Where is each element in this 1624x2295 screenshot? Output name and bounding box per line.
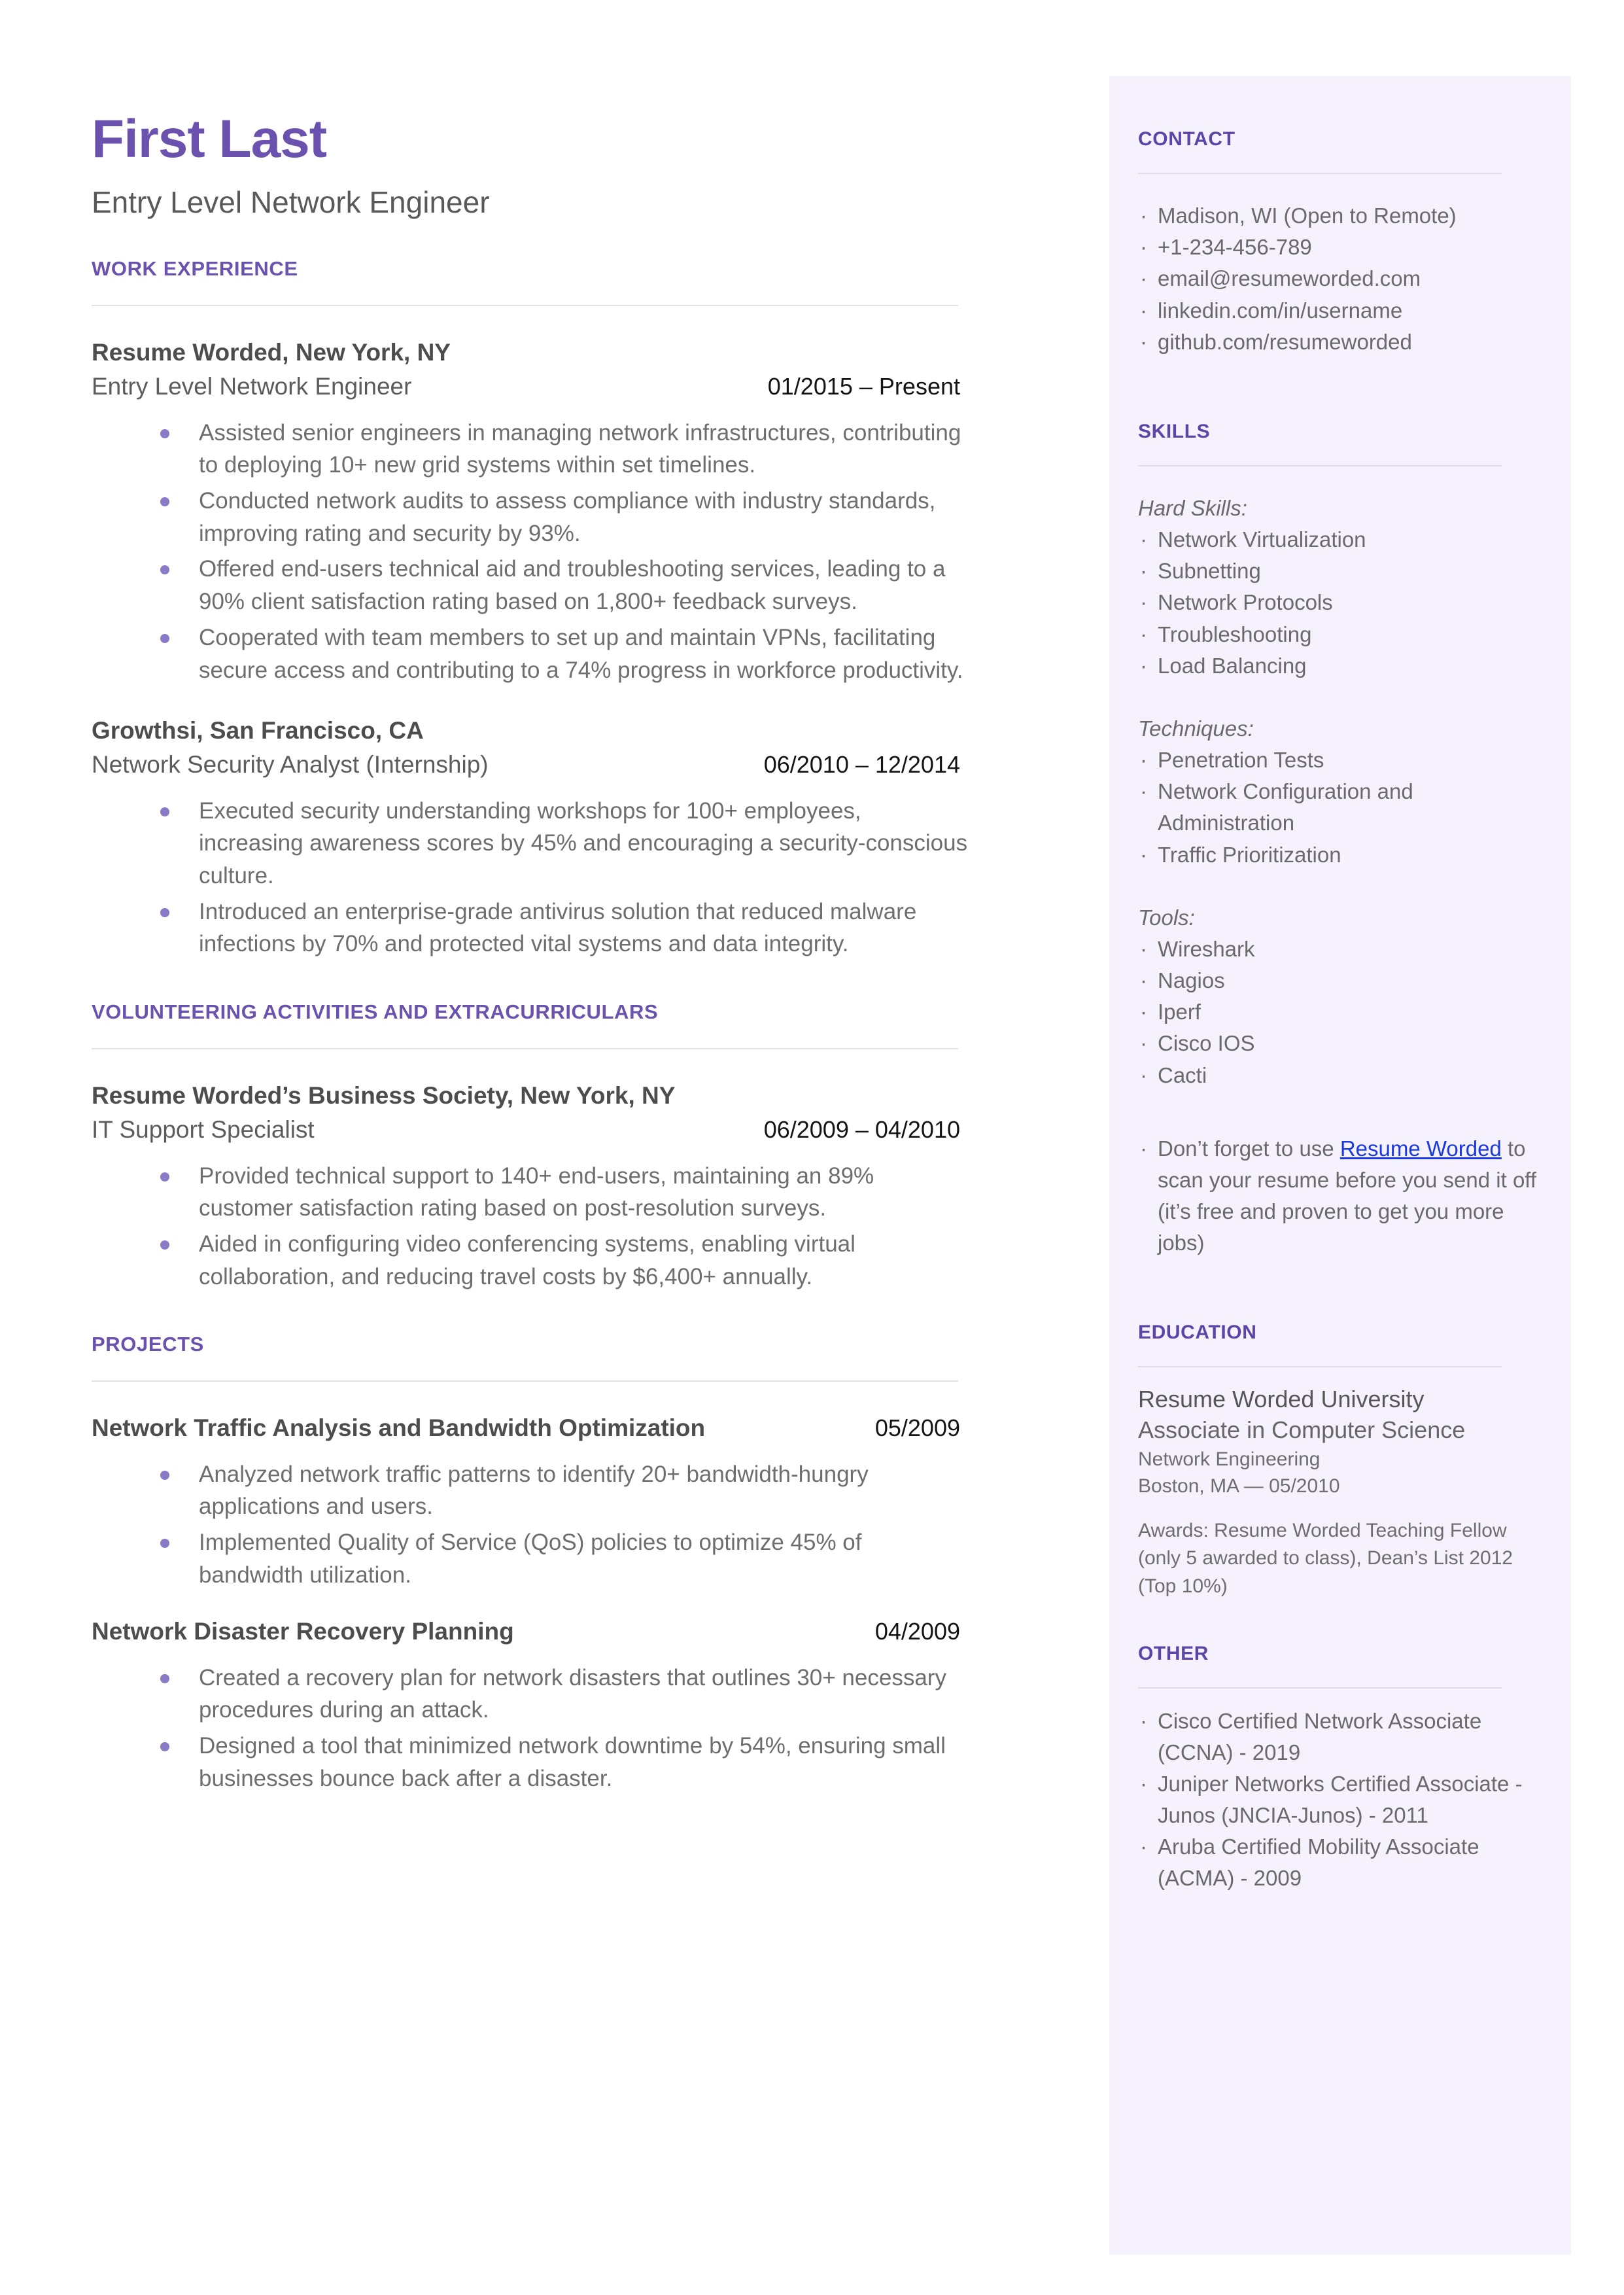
job-organization: Resume Worded, New York, NY — [92, 339, 451, 366]
volunteering-title: IT Support Specialist — [92, 1116, 315, 1144]
list-item — [92, 1526, 968, 1591]
education-location-date: Boston, MA — 05/2010 — [1138, 1475, 1340, 1498]
bullet-text: Executed security understanding workshops for 100+ employees, increasing awareness scores by 45% and encouraging a security-conscious culture. — [199, 797, 968, 889]
bullet-text: Conducted network audits to assess compliance with industry standards, improving rating and security by 93%. — [199, 488, 936, 546]
list-item — [92, 553, 968, 618]
sidebar-section-title-other: OTHER — [1138, 1642, 1209, 1664]
skill-item: Subnetting — [1158, 559, 1261, 584]
bullet-dot-icon — [160, 634, 169, 643]
skill-item: Network Virtualization — [1158, 527, 1366, 552]
project-entry — [92, 1617, 968, 1795]
resume-worded-note — [1138, 1133, 1546, 1259]
bullet-text: Designed a tool that minimized network downtime by 54%, ensuring small businesses bounce back after a disaster. — [199, 1733, 946, 1791]
education-awards: Awards: Resume Worded Teaching Fellow (only 5 awarded to class), Dean’s List 2012 (Top 10%) — [1138, 1519, 1513, 1598]
bullet-dot-icon: · — [1140, 559, 1147, 584]
sidebar — [1109, 76, 1571, 2254]
contact-email[interactable]: email@resumeworded.com — [1158, 266, 1421, 291]
list-item — [1138, 232, 1546, 263]
certification-item: Juniper Networks Certified Associate - Junos (JNCIA-Junos) - 2011 — [1158, 1771, 1523, 1828]
bullet-dot-icon: · — [1140, 1771, 1147, 1796]
technique-item: Penetration Tests — [1158, 748, 1324, 773]
education-degree: Associate in Computer Science — [1138, 1416, 1466, 1444]
bullet-dot-icon — [160, 1539, 169, 1548]
bullet-text: Created a recovery plan for network disasters that outlines 30+ necessary procedures during an attack. — [199, 1664, 946, 1723]
project-title-row — [92, 1617, 960, 1647]
skills-list-hard — [1138, 524, 1546, 682]
job-title-row — [92, 750, 960, 780]
bullet-dot-icon — [160, 497, 169, 506]
note-text-before: Don’t forget to use — [1158, 1136, 1340, 1161]
bullet-dot-icon — [160, 429, 169, 438]
job-organization: Growthsi, San Francisco, CA — [92, 717, 424, 745]
bullet-dot-icon: · — [1140, 203, 1147, 228]
job-title: Network Security Analyst (Internship) — [92, 751, 489, 779]
job-title: Entry Level Network Engineer — [92, 373, 412, 400]
contact-github[interactable]: github.com/resumeworded — [1158, 329, 1412, 354]
tool-item: Iperf — [1158, 1000, 1201, 1025]
contact-linkedin[interactable]: linkedin.com/in/username — [1158, 298, 1403, 323]
bullet-dot-icon — [160, 1172, 169, 1182]
list-item — [92, 1662, 968, 1726]
bullet-dot-icon: · — [1140, 1136, 1147, 1161]
bullet-dot-icon: · — [1140, 1062, 1147, 1087]
section-title-projects: PROJECTS — [92, 1333, 204, 1356]
list-item — [1138, 996, 1546, 1028]
project-date: 04/2009 — [874, 1618, 960, 1645]
list-item — [92, 485, 968, 550]
bullet-dot-icon: · — [1140, 622, 1147, 646]
certification-item: Cisco Certified Network Associate (CCNA) - 2019 — [1158, 1708, 1482, 1764]
education-major: Network Engineering — [1138, 1448, 1321, 1471]
bullet-dot-icon: · — [1140, 1834, 1147, 1859]
project-name: Network Disaster Recovery Planning — [92, 1618, 514, 1645]
list-item — [1138, 1831, 1546, 1894]
list-item — [92, 896, 968, 960]
list-item — [1138, 263, 1546, 294]
job-bullets — [92, 417, 968, 687]
project-date: 05/2009 — [874, 1414, 960, 1442]
candidate-name: First Last — [92, 109, 327, 169]
volunteering-title-row — [92, 1115, 960, 1145]
bullet-text: Analyzed network traffic patterns to identify 20+ bandwidth-hungry applications and users. — [199, 1461, 869, 1520]
bullet-text: Provided technical support to 140+ end-users, maintaining an 89% customer satisfaction rating based on post-resolution surveys. — [199, 1163, 874, 1221]
list-item — [1138, 934, 1546, 965]
list-item — [92, 1228, 968, 1293]
section-title-work-experience: WORK EXPERIENCE — [92, 257, 298, 281]
list-item — [1138, 295, 1546, 326]
bullet-dot-icon: · — [1140, 968, 1147, 993]
skill-item: Load Balancing — [1158, 653, 1307, 678]
list-item — [1138, 776, 1546, 839]
list-item — [92, 1730, 968, 1795]
section-title-volunteering: VOLUNTEERING ACTIVITIES AND EXTRACURRICULARS — [92, 1000, 659, 1024]
job-title-row — [92, 372, 960, 402]
list-item — [92, 1458, 968, 1523]
volunteering-entry — [92, 1081, 968, 1293]
skill-item: Troubleshooting — [1158, 622, 1312, 646]
list-item — [1138, 1768, 1546, 1831]
job-bullets — [92, 795, 968, 960]
bullet-text: Introduced an enterprise-grade antivirus solution that reduced malware infections by 70% and protected vital systems and data integrity. — [199, 898, 917, 957]
bullet-text: Offered end-users technical aid and troubleshooting services, leading to a 90% client satisfaction rating based on 1,800+ feedback surveys. — [199, 556, 946, 615]
contact-location: Madison, WI (Open to Remote) — [1158, 203, 1457, 228]
list-item — [1138, 587, 1546, 618]
technique-item: Network Configuration and Administration — [1158, 779, 1413, 835]
contact-list — [1138, 200, 1546, 358]
bullet-dot-icon — [160, 1240, 169, 1250]
project-name: Network Traffic Analysis and Bandwidth Optimization — [92, 1414, 706, 1442]
list-item — [1138, 326, 1546, 358]
bullet-text: Aided in configuring video conferencing systems, enabling virtual collaboration, and reducing travel costs by $6,400+ annually. — [199, 1231, 855, 1289]
education-school: Resume Worded University — [1138, 1386, 1425, 1413]
list-item — [92, 795, 968, 892]
volunteering-bullets — [92, 1160, 968, 1293]
certification-item: Aruba Certified Mobility Associate (ACMA) - 2009 — [1158, 1834, 1479, 1891]
sidebar-section-title-contact: CONTACT — [1138, 128, 1235, 150]
bullet-dot-icon — [160, 565, 169, 574]
project-bullets — [92, 1662, 968, 1795]
tool-item: Nagios — [1158, 968, 1225, 993]
skills-group-label-hard: Hard Skills: — [1138, 495, 1247, 520]
list-item — [1138, 200, 1546, 232]
resume-worded-link[interactable]: Resume Worded — [1339, 1136, 1502, 1161]
bullet-dot-icon: · — [1140, 1708, 1147, 1733]
skills-list-tools — [1138, 934, 1546, 1091]
skills-group-label-tools: Tools: — [1138, 905, 1195, 930]
bullet-dot-icon: · — [1140, 298, 1147, 323]
bullet-dot-icon — [160, 807, 169, 816]
bullet-text: Implemented Quality of Service (QoS) policies to optimize 45% of bandwidth utilization. — [199, 1530, 862, 1588]
bullet-dot-icon — [160, 908, 169, 917]
bullet-dot-icon: · — [1140, 936, 1147, 961]
bullet-dot-icon: · — [1140, 590, 1147, 615]
list-item — [1138, 1706, 1546, 1768]
bullet-dot-icon: · — [1140, 653, 1147, 678]
bullet-dot-icon: · — [1140, 842, 1147, 867]
list-item — [1138, 555, 1546, 587]
bullet-text: Cooperated with team members to set up and maintain VPNs, facilitating secure access and contributing to a 74% progress in workforce productivity. — [199, 624, 963, 683]
tool-item: Wireshark — [1158, 936, 1255, 961]
list-item — [92, 417, 968, 482]
sidebar-section-title-education: EDUCATION — [1138, 1322, 1257, 1344]
main-content — [92, 0, 968, 1798]
list-item — [1138, 1060, 1546, 1091]
note-text-after: to scan your resume before you send it off (it’s free and proven to get you more jobs) — [1158, 1136, 1537, 1255]
bullet-dot-icon: · — [1140, 1000, 1147, 1025]
candidate-headline: Entry Level Network Engineer — [92, 185, 490, 219]
list-item — [92, 622, 968, 686]
project-title-row — [92, 1413, 960, 1443]
bullet-dot-icon — [160, 1674, 169, 1683]
list-item — [1138, 524, 1546, 555]
job-dates: 01/2015 – Present — [767, 373, 960, 400]
bullet-dot-icon — [160, 1742, 169, 1751]
list-item — [1138, 1028, 1546, 1059]
bullet-dot-icon: · — [1140, 235, 1147, 260]
list-item — [1138, 650, 1546, 682]
project-entry — [92, 1413, 968, 1591]
list-item — [1138, 745, 1546, 776]
list-item — [1138, 619, 1546, 650]
bullet-dot-icon: · — [1140, 329, 1147, 354]
job-dates: 06/2010 – 12/2014 — [763, 751, 960, 779]
skill-item: Network Protocols — [1158, 590, 1333, 615]
technique-item: Traffic Prioritization — [1158, 842, 1341, 867]
bullet-dot-icon: · — [1140, 1031, 1147, 1056]
list-item — [1138, 839, 1546, 871]
tool-item: Cacti — [1158, 1062, 1207, 1087]
list-item — [92, 1160, 968, 1225]
project-bullets — [92, 1458, 968, 1592]
job-entry — [92, 716, 968, 960]
job-entry — [92, 338, 968, 686]
skills-group-label-techniques: Techniques: — [1138, 716, 1254, 741]
bullet-dot-icon: · — [1140, 748, 1147, 773]
bullet-dot-icon: · — [1140, 527, 1147, 552]
bullet-dot-icon: · — [1140, 779, 1147, 804]
sidebar-section-title-skills: SKILLS — [1138, 420, 1211, 442]
tool-item: Cisco IOS — [1158, 1031, 1255, 1056]
bullet-dot-icon — [160, 1471, 169, 1480]
volunteering-organization: Resume Worded’s Business Society, New York, NY — [92, 1082, 676, 1110]
list-item — [1138, 965, 1546, 996]
contact-phone[interactable]: +1-234-456-789 — [1158, 235, 1312, 260]
volunteering-dates: 06/2009 – 04/2010 — [763, 1116, 960, 1144]
skills-list-techniques — [1138, 745, 1546, 871]
bullet-text: Assisted senior engineers in managing network infrastructures, contributing to deploying 10+ new grid systems within set timelines. — [199, 419, 961, 478]
other-list — [1138, 1706, 1546, 1895]
bullet-dot-icon: · — [1140, 266, 1147, 291]
